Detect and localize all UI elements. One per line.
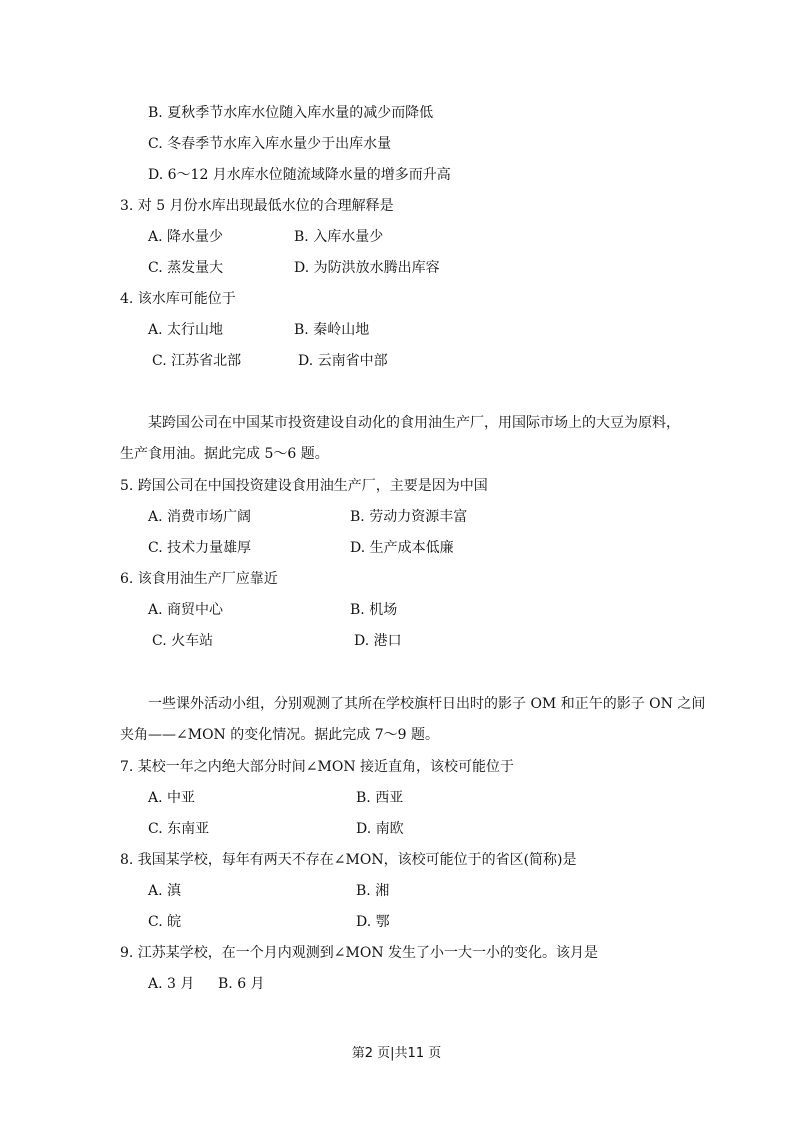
question-9: 9. 江苏某学校，在一个月内观测到∠MON 发生了小一大一小的变化。该月是: [120, 945, 599, 961]
passage-2-line-2: 夹角——∠MON 的变化情况。据此完成 7～9 题。: [120, 727, 439, 743]
question-5: 5. 跨国公司在中国投资建设食用油生产厂，主要是因为中国: [120, 478, 488, 494]
passage-2-line-1: 一些课外活动小组，分别观测了其所在学校旗杆日出时的影子 OM 和正午的影子 ON 之间: [148, 696, 706, 712]
question-4: 4. 该水库可能位于: [120, 291, 236, 307]
question-8: 8. 我国某学校，每年有两天不存在∠MON，该校可能位于的省区(简称)是: [120, 852, 577, 868]
q5-option-b: B. 劳动力资源丰富: [350, 509, 468, 525]
q6-option-b: B. 机场: [350, 602, 398, 618]
q8-option-c: C. 皖: [148, 914, 182, 930]
passage-1-line-1: 某跨国公司在中国某市投资建设自动化的食用油生产厂，用国际市场上的大豆为原料，: [148, 415, 680, 431]
line-q2c: C. 冬春季节水库入库水量少于出库水量: [148, 136, 392, 152]
q6-option-d: D. 港口: [354, 633, 402, 649]
page-number: 第2 页|共11 页: [351, 1046, 442, 1061]
q7-option-a: A. 中亚: [148, 790, 196, 806]
q9-option-a: A. 3 月: [148, 976, 195, 992]
q3-option-c: C. 蒸发量大: [148, 260, 224, 276]
q7-option-c: C. 东南亚: [148, 821, 210, 837]
q3-option-b: B. 入库水量少: [294, 229, 384, 245]
q6-option-a: A. 商贸中心: [148, 602, 224, 618]
q4-option-a: A. 太行山地: [148, 322, 224, 338]
q4-option-c: C. 江苏省北部: [152, 353, 242, 369]
q4-option-d: D. 云南省中部: [298, 353, 388, 369]
q8-option-a: A. 滇: [148, 883, 182, 899]
question-3: 3. 对 5 月份水库出现最低水位的合理解释是: [120, 198, 394, 214]
line-q2d: D. 6～12 月水库水位随流域降水量的增多而升高: [148, 167, 451, 183]
q3-option-d: D. 为防洪放水腾出库容: [294, 260, 440, 276]
q8-option-b: B. 湘: [356, 883, 390, 899]
q5-option-c: C. 技术力量雄厚: [148, 540, 252, 556]
q8-option-d: D. 鄂: [356, 914, 390, 930]
line-q2b: B. 夏秋季节水库水位随入库水量的减少而降低: [148, 105, 434, 121]
q7-option-d: D. 南欧: [356, 821, 404, 837]
q6-option-c: C. 火车站: [152, 633, 214, 649]
q5-option-d: D. 生产成本低廉: [350, 540, 454, 556]
q5-option-a: A. 消费市场广阔: [148, 509, 252, 525]
passage-1-line-2: 生产食用油。据此完成 5～6 题。: [120, 446, 329, 462]
q3-option-a: A. 降水量少: [148, 229, 224, 245]
q7-option-b: B. 西亚: [356, 790, 404, 806]
q9-option-b: B. 6 月: [218, 976, 265, 992]
q4-option-b: B. 秦岭山地: [294, 322, 370, 338]
question-7: 7. 某校一年之内绝大部分时间∠MON 接近直角，该校可能位于: [120, 759, 515, 775]
question-6: 6. 该食用油生产厂应靠近: [120, 571, 278, 587]
